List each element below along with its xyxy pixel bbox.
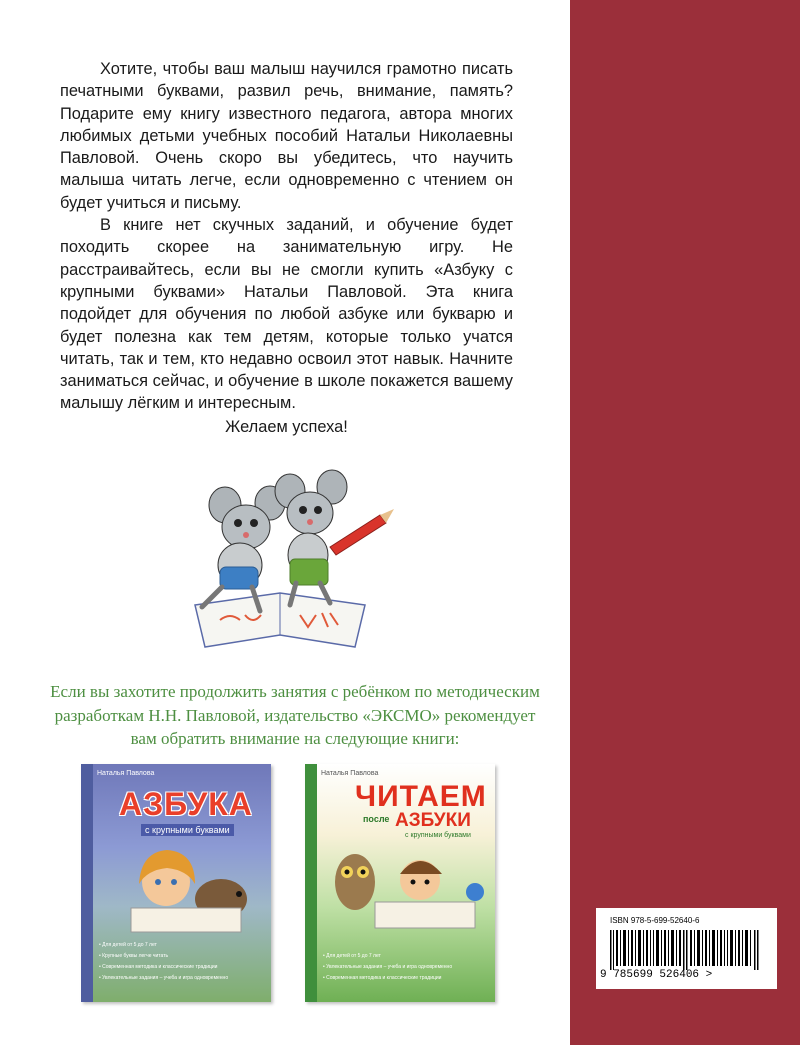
red-spine-band	[570, 0, 800, 1045]
description-text	[60, 58, 513, 437]
owl-boy-picture	[325, 842, 490, 932]
book-bullets	[323, 951, 483, 984]
book-subtitle: с крупными буквами	[405, 832, 471, 839]
recommendation-text: Если вы захотите продолжить занятия с ребёнком по методическим разработкам Н.Н. Павловой, издательство «ЭКСМО» рекомендует вам обратить внимание на следующие книги:	[50, 682, 540, 748]
book-spine	[305, 764, 317, 1002]
book-cover-azbuka	[81, 764, 271, 1002]
isbn-text: ISBN 978-5-699-52640-6	[610, 916, 700, 925]
book-subtitle: с крупными буквами	[141, 824, 234, 836]
girl-hedgehog-picture	[111, 844, 261, 934]
book-bullets	[99, 940, 259, 984]
bullet-item: • Для детей от 5 до 7 лет	[323, 951, 483, 962]
book-spine	[81, 764, 93, 1002]
paragraph-2: В книге нет скучных заданий, и обучение будет походить скорее на занимательную игру. Не расстраивайтесь, если вы не смогли купить «Азбуку с крупными буквами» Натальи Павловой. Эта книга подойдет для обучения по любой азбуке или букварю и будет полезна как тем детям, которые только учатся читать, так и тем, кто недавно освоил этот навык. Начните заниматься сейчас, и обучение в школе покажется вашему малышу лёгким и интересным.	[60, 216, 513, 413]
barcode-label	[596, 908, 777, 989]
bullet-item: • Увлекательные задания – учеба и игра одновременно	[99, 973, 259, 984]
book-title: ЧИТАЕМ	[355, 780, 487, 813]
paragraph-1: Хотите, чтобы ваш малыш научился грамотно писать печатными буквами, развил речь, внимание, память? Подарите ему книгу известного педагога, автора многих любимых детьми учебных пособий Натальи Николаевны Павловой. Очень скоро вы убедитесь, что научить малыша читать легче, если одновременно с чтением он будет учиться и письму.	[60, 60, 513, 212]
barcode-icon	[610, 930, 760, 970]
book-author: Наталья Павлова	[97, 770, 155, 777]
barcode-number: 9 785699 526406 >	[600, 969, 713, 981]
book-title-second: АЗБУКИ	[395, 810, 471, 831]
bullet-item: • Современная методика и классические традиции	[323, 973, 483, 984]
bullet-item: • Крупные буквы легче читать	[99, 951, 259, 962]
book-cover-chitaem	[305, 764, 495, 1002]
book-title: АЗБУКА	[119, 786, 253, 822]
closing-wish: Желаем успеха!	[225, 417, 348, 436]
bullet-item: • Для детей от 5 до 7 лет	[99, 940, 259, 951]
book-title-after: после	[363, 814, 390, 824]
bullet-item: • Современная методика и классические традиции	[99, 962, 259, 973]
bullet-item: • Увлекательные задания – учеба и игра одновременно	[323, 962, 483, 973]
mice-illustration	[160, 455, 400, 665]
book-author: Наталья Павлова	[321, 770, 379, 777]
